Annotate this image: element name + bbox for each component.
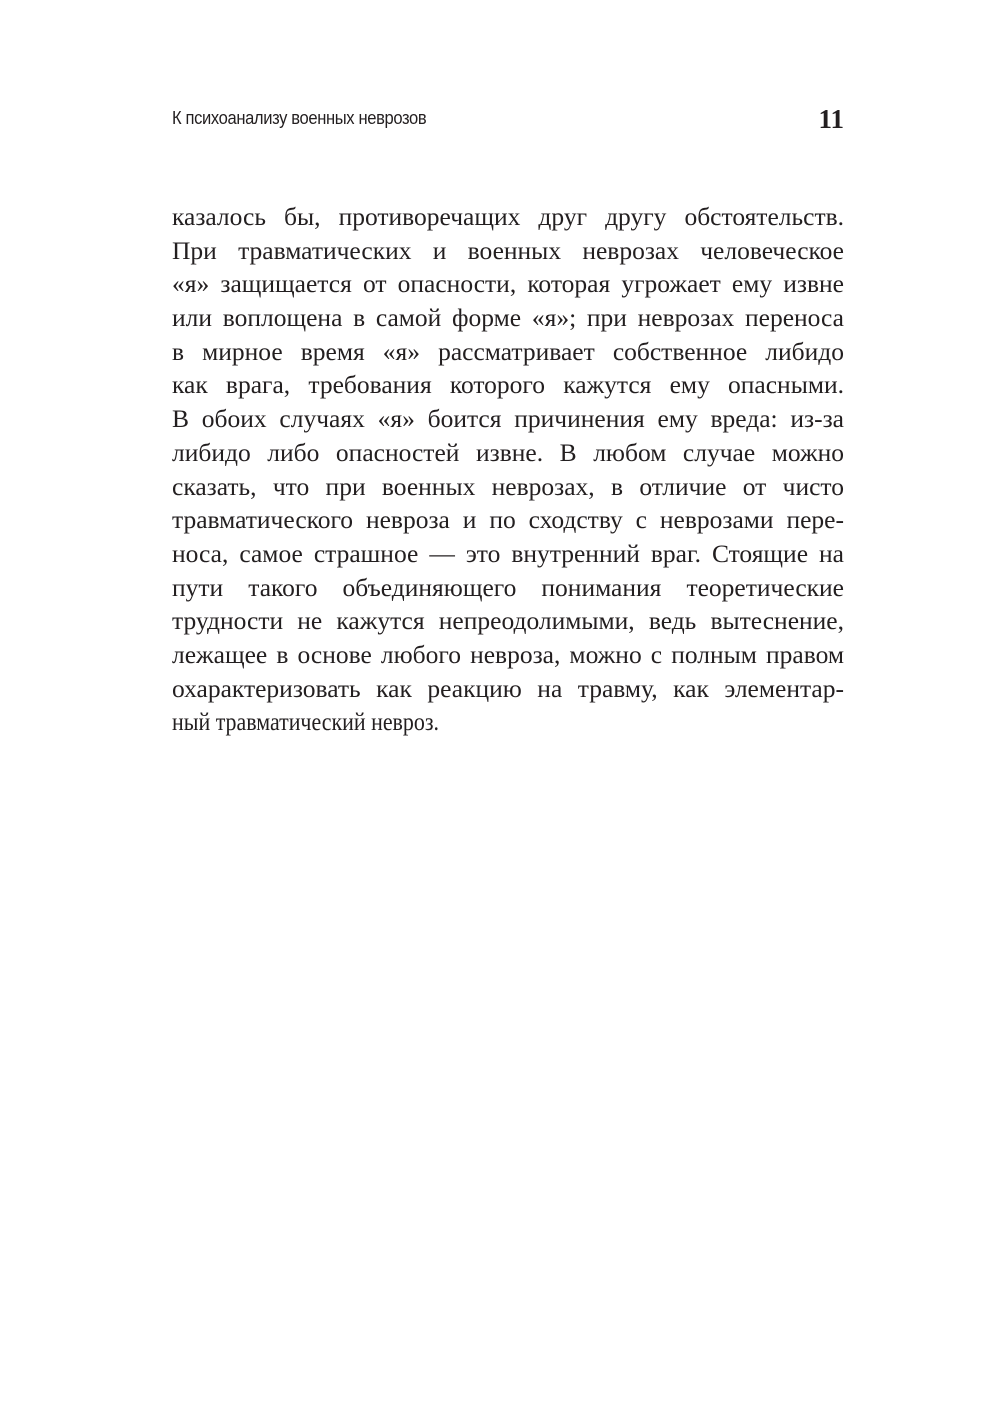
running-head: [172, 106, 844, 136]
text-line: трудности не кажутся непреодолимыми, ведь вытеснение,: [172, 606, 844, 636]
text-line: травматического невроза и по сходству с неврозами пере-: [172, 505, 844, 535]
body-paragraph: [172, 200, 844, 739]
text-line: либидо либо опасностей извне. В любом случае можно: [172, 437, 844, 467]
text-line: охарактеризовать как реакцию на травму, как элементар-: [172, 673, 844, 703]
text-line: пути такого объединяющего понимания теоретические: [172, 572, 844, 602]
text-line: в мирное время «я» рассматривает собственное либидо: [172, 336, 844, 366]
text-line: казалось бы, противоречащих друг другу обстоятельств.: [172, 202, 844, 231]
text-line: носа, самое страшное — это внутренний враг. Стоящие на: [172, 538, 844, 568]
text-line: как врага, требования которого кажутся ему опасными.: [172, 370, 844, 400]
text-line: «я» защищается от опасности, которая угрожает ему извне: [172, 269, 844, 299]
text-line: лежащее в основе любого невроза, можно с полным правом: [172, 639, 844, 669]
text-line: В обоих случаях «я» боится причинения ему вреда: из-за: [172, 404, 844, 434]
text-line: или воплощена в самой форме «я»; при неврозах переноса: [172, 303, 844, 333]
text-line: При травматических и военных неврозах человеческое: [172, 235, 844, 265]
text-line: сказать, что при военных неврозах, в отличие от чисто: [172, 471, 844, 501]
running-title: К психоанализу военных неврозов: [172, 108, 427, 128]
page-number: 11: [818, 104, 844, 134]
text-line: ный травматический невроз.: [172, 707, 439, 737]
